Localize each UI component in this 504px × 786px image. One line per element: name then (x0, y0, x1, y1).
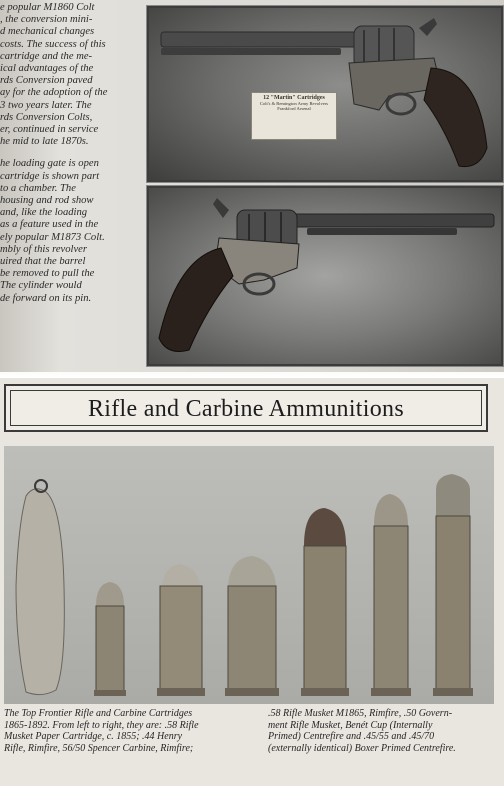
caption-left (4, 708, 244, 754)
cartridge-box-label: 12 "Martin" Cartridges (263, 95, 325, 101)
side-text-line: ay for the adoption of the (0, 87, 108, 99)
cartridges-illustration (4, 446, 494, 704)
side-text-line: cartridge and the me- (0, 50, 93, 62)
revolver-photo-bottom (147, 186, 503, 366)
side-text-line: e popular M1860 Colt (0, 2, 95, 13)
cartridge-box-text: Frankford Arsenal (277, 106, 311, 112)
ammunition-photo (4, 446, 494, 704)
caption-line: The Top Frontier Rifle and Carbine Cartridges (4, 708, 193, 719)
side-text-line: cartridge is shown part (0, 170, 100, 182)
cartridge-box-text: Colt's & Remington Army Revolvers (259, 101, 329, 107)
side-text-line: ely popular M1873 Colt. (0, 231, 105, 243)
top-book-page (0, 0, 504, 372)
side-text-line: uired that the barrel (0, 256, 86, 268)
caption-line: .58 Rifle Musket M1865, Rimfire, .50 Govern- (268, 708, 453, 719)
side-text-line: costs. The success of this (0, 38, 106, 50)
caption-line: (externally identical) Boxer Primed Centrefire. (268, 742, 456, 754)
side-text-line: mbly of this revolver (0, 243, 87, 255)
caption-line: 1865-1892. From left to right, they are: .58 Rifle (4, 719, 199, 731)
revolver-photo-top (147, 6, 503, 182)
title-frame (4, 384, 488, 432)
side-text-line: be removed to pull the (0, 268, 95, 280)
side-text-line: rds Conversion Colts, (0, 111, 93, 123)
cartridge-box (251, 92, 337, 140)
caption-line: Primed) Centrefire and .45/55 and .45/70 (268, 731, 435, 743)
side-text-line: 3 two years later. The (0, 99, 92, 111)
side-text-line: , the conversion mini- (0, 14, 93, 26)
caption-right (268, 708, 500, 754)
revolver-illustration (149, 188, 501, 364)
side-text-line: and, like the loading (0, 207, 88, 219)
side-text-column (0, 2, 150, 305)
side-text-line: ical advantages of the (0, 63, 94, 75)
side-text-line: er, continued in service (0, 124, 99, 136)
caption-line: Musket Paper Cartridge, c. 1855; .44 Henry (4, 731, 183, 743)
bottom-book-page (0, 378, 504, 786)
caption-line: ment Rifle Musket, Benét Cup (Internally (268, 719, 433, 731)
side-text-line: housing and rod show (0, 195, 94, 207)
side-text-line: he loading gate is open (0, 158, 99, 170)
side-text-line: to a chamber. The (0, 182, 76, 194)
side-text-line: rds Conversion paved (0, 75, 93, 87)
page-title: Rifle and Carbine Ammunitions (87, 396, 404, 422)
side-text-line: de forward on its pin. (0, 292, 92, 304)
side-text-line: he mid to late 1870s. (0, 136, 89, 148)
side-text-line: as a feature used in the (0, 219, 99, 231)
side-text-line: d mechanical changes (0, 26, 95, 38)
caption-line: Rifle, Rimfire, 56/50 Spencer Carbine, Rimfire; (4, 742, 194, 754)
side-text-line: The cylinder would (0, 280, 82, 292)
